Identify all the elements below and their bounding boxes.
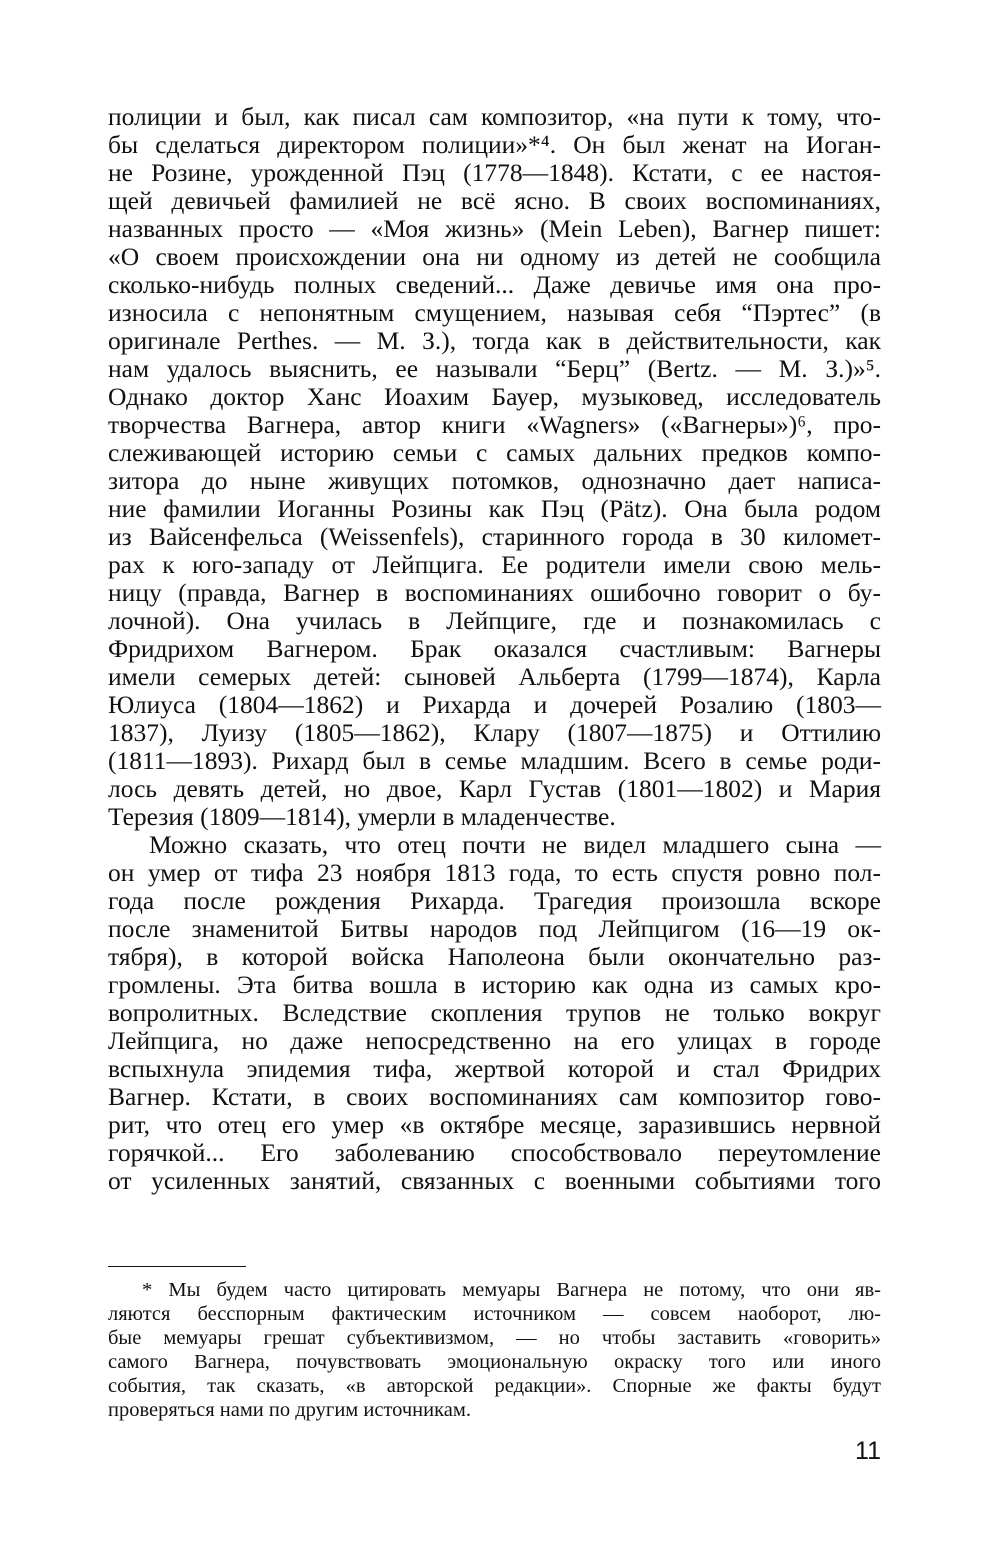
text-line: ницу (правда, Вагнер в воспоминаниях ошибочно говорит о бу- xyxy=(108,578,881,607)
text-line: зитора до ныне живущих потомков, однозначно дает написа- xyxy=(108,466,881,495)
footnote-line: проверяться нами по другим источникам. xyxy=(108,1399,471,1421)
text-line: тября), в которой войска Наполеона были окончательно раз- xyxy=(108,942,881,971)
text-line: Терезия (1809—1814), умерли в младенчестве. xyxy=(108,802,616,831)
text-line: Вагнер. Кстати, в своих воспоминаниях сам композитор гово- xyxy=(108,1082,881,1111)
footnote-line: самого Вагнера, почувствовать эмоциональную окраску того или иного xyxy=(108,1351,881,1373)
text-line: щей девичьей фамилией не всё ясно. В своих воспоминаниях, xyxy=(108,186,881,215)
text-line: он умер от тифа 23 ноября 1813 года, то есть спустя ровно пол- xyxy=(108,858,881,887)
text-line: сколько-нибудь полных сведений... Даже девичье имя она про- xyxy=(108,270,881,299)
text-line: лось девять детей, но двое, Карл Густав (1801—1802) и Мария xyxy=(108,774,881,803)
text-line: после знаменитой Битвы народов под Лейпцигом (16—19 ок- xyxy=(108,914,881,943)
footnote-divider xyxy=(108,1266,246,1267)
text-line: (1811—1893). Рихард был в семье младшим. Всего в семье роди- xyxy=(108,746,881,775)
text-line: «О своем происхождении она ни одному из детей не сообщила xyxy=(108,242,881,271)
text-line: вспыхнула эпидемия тифа, жертвой которой и стал Фридрих xyxy=(108,1054,881,1083)
footnote-line: события, так сказать, «в авторской редакции». Спорные же факты будут xyxy=(108,1375,881,1397)
text-line: бы сделаться директором полиции»*⁴. Он был женат на Иоган- xyxy=(108,130,881,159)
text-line: лочной). Она училась в Лейпциге, где и познакомилась с xyxy=(108,606,881,635)
text-line: износила с непонятным смущением, называя себя “Пэртес” (в xyxy=(108,298,881,327)
text-line: года после рождения Рихарда. Трагедия произошла вскоре xyxy=(108,886,881,915)
text-line: от усиленных занятий, связанных с военными событиями того xyxy=(108,1166,881,1195)
text-line: ние фамилии Иоганны Розины как Пэц (Pätz). Она была родом xyxy=(108,494,881,523)
text-line: слеживающей историю семьи с самых дальних предков компо- xyxy=(108,438,881,467)
text-line: рит, что отец его умер «в октябре месяце, заразившись нервной xyxy=(108,1110,881,1139)
text-line: Юлиуса (1804—1862) и Рихарда и дочерей Розалию (1803— xyxy=(108,690,881,719)
text-line: Лейпцига, но даже непосредственно на его улицах в городе xyxy=(108,1026,881,1055)
text-line: вопролитных. Вследствие скопления трупов не только вокруг xyxy=(108,998,881,1027)
footnote-line: ляются бесспорным фактическим источником — совсем наоборот, лю- xyxy=(108,1303,881,1325)
text-line: полиции и был, как писал сам композитор, «на пути к тому, что- xyxy=(108,102,881,131)
text-line: оригинале Perthes. — М. З.), тогда как в действительности, как xyxy=(108,326,881,355)
text-line: 1837), Луизу (1805—1862), Клару (1807—1875) и Оттилию xyxy=(108,718,881,747)
text-line: громлены. Эта битва вошла в историю как одна из самых кро- xyxy=(108,970,881,999)
paragraph-first-line: Можно сказать, что отец почти не видел младшего сына — xyxy=(149,830,881,859)
footnote-line: * Мы будем часто цитировать мемуары Вагнера не потому, что они яв- xyxy=(142,1279,881,1301)
text-line: нам удалось выяснить, ее называли “Берц” (Bertz. — М. З.)»⁵. xyxy=(108,354,881,383)
text-line: Однако доктор Ханс Иоахим Бауер, музыковед, исследователь xyxy=(108,382,881,411)
text-line: Фридрихом Вагнером. Брак оказался счастливым: Вагнеры xyxy=(108,634,881,663)
text-line: горячкой... Его заболеванию способствовало переутомление xyxy=(108,1138,881,1167)
footnote-line: бые мемуары грешат субъективизмом, — но чтобы заставить «говорить» xyxy=(108,1327,881,1349)
text-line: творчества Вагнера, автор книги «Wagners» («Вагнеры»)⁶, про- xyxy=(108,410,881,439)
text-line: из Вайсенфельса (Weissenfels), старинного города в 30 километ- xyxy=(108,522,881,551)
text-line: не Розине, урожденной Пэц (1778—1848). Кстати, с ее настоя- xyxy=(108,158,881,187)
text-line: названных просто — «Моя жизнь» (Mein Leben), Вагнер пишет: xyxy=(108,214,881,243)
text-line: имели семерых детей: сыновей Альберта (1799—1874), Карла xyxy=(108,662,881,691)
page-number: 11 xyxy=(855,1437,881,1465)
text-line: рах к юго-западу от Лейпцига. Ее родители имели свою мель- xyxy=(108,550,881,579)
